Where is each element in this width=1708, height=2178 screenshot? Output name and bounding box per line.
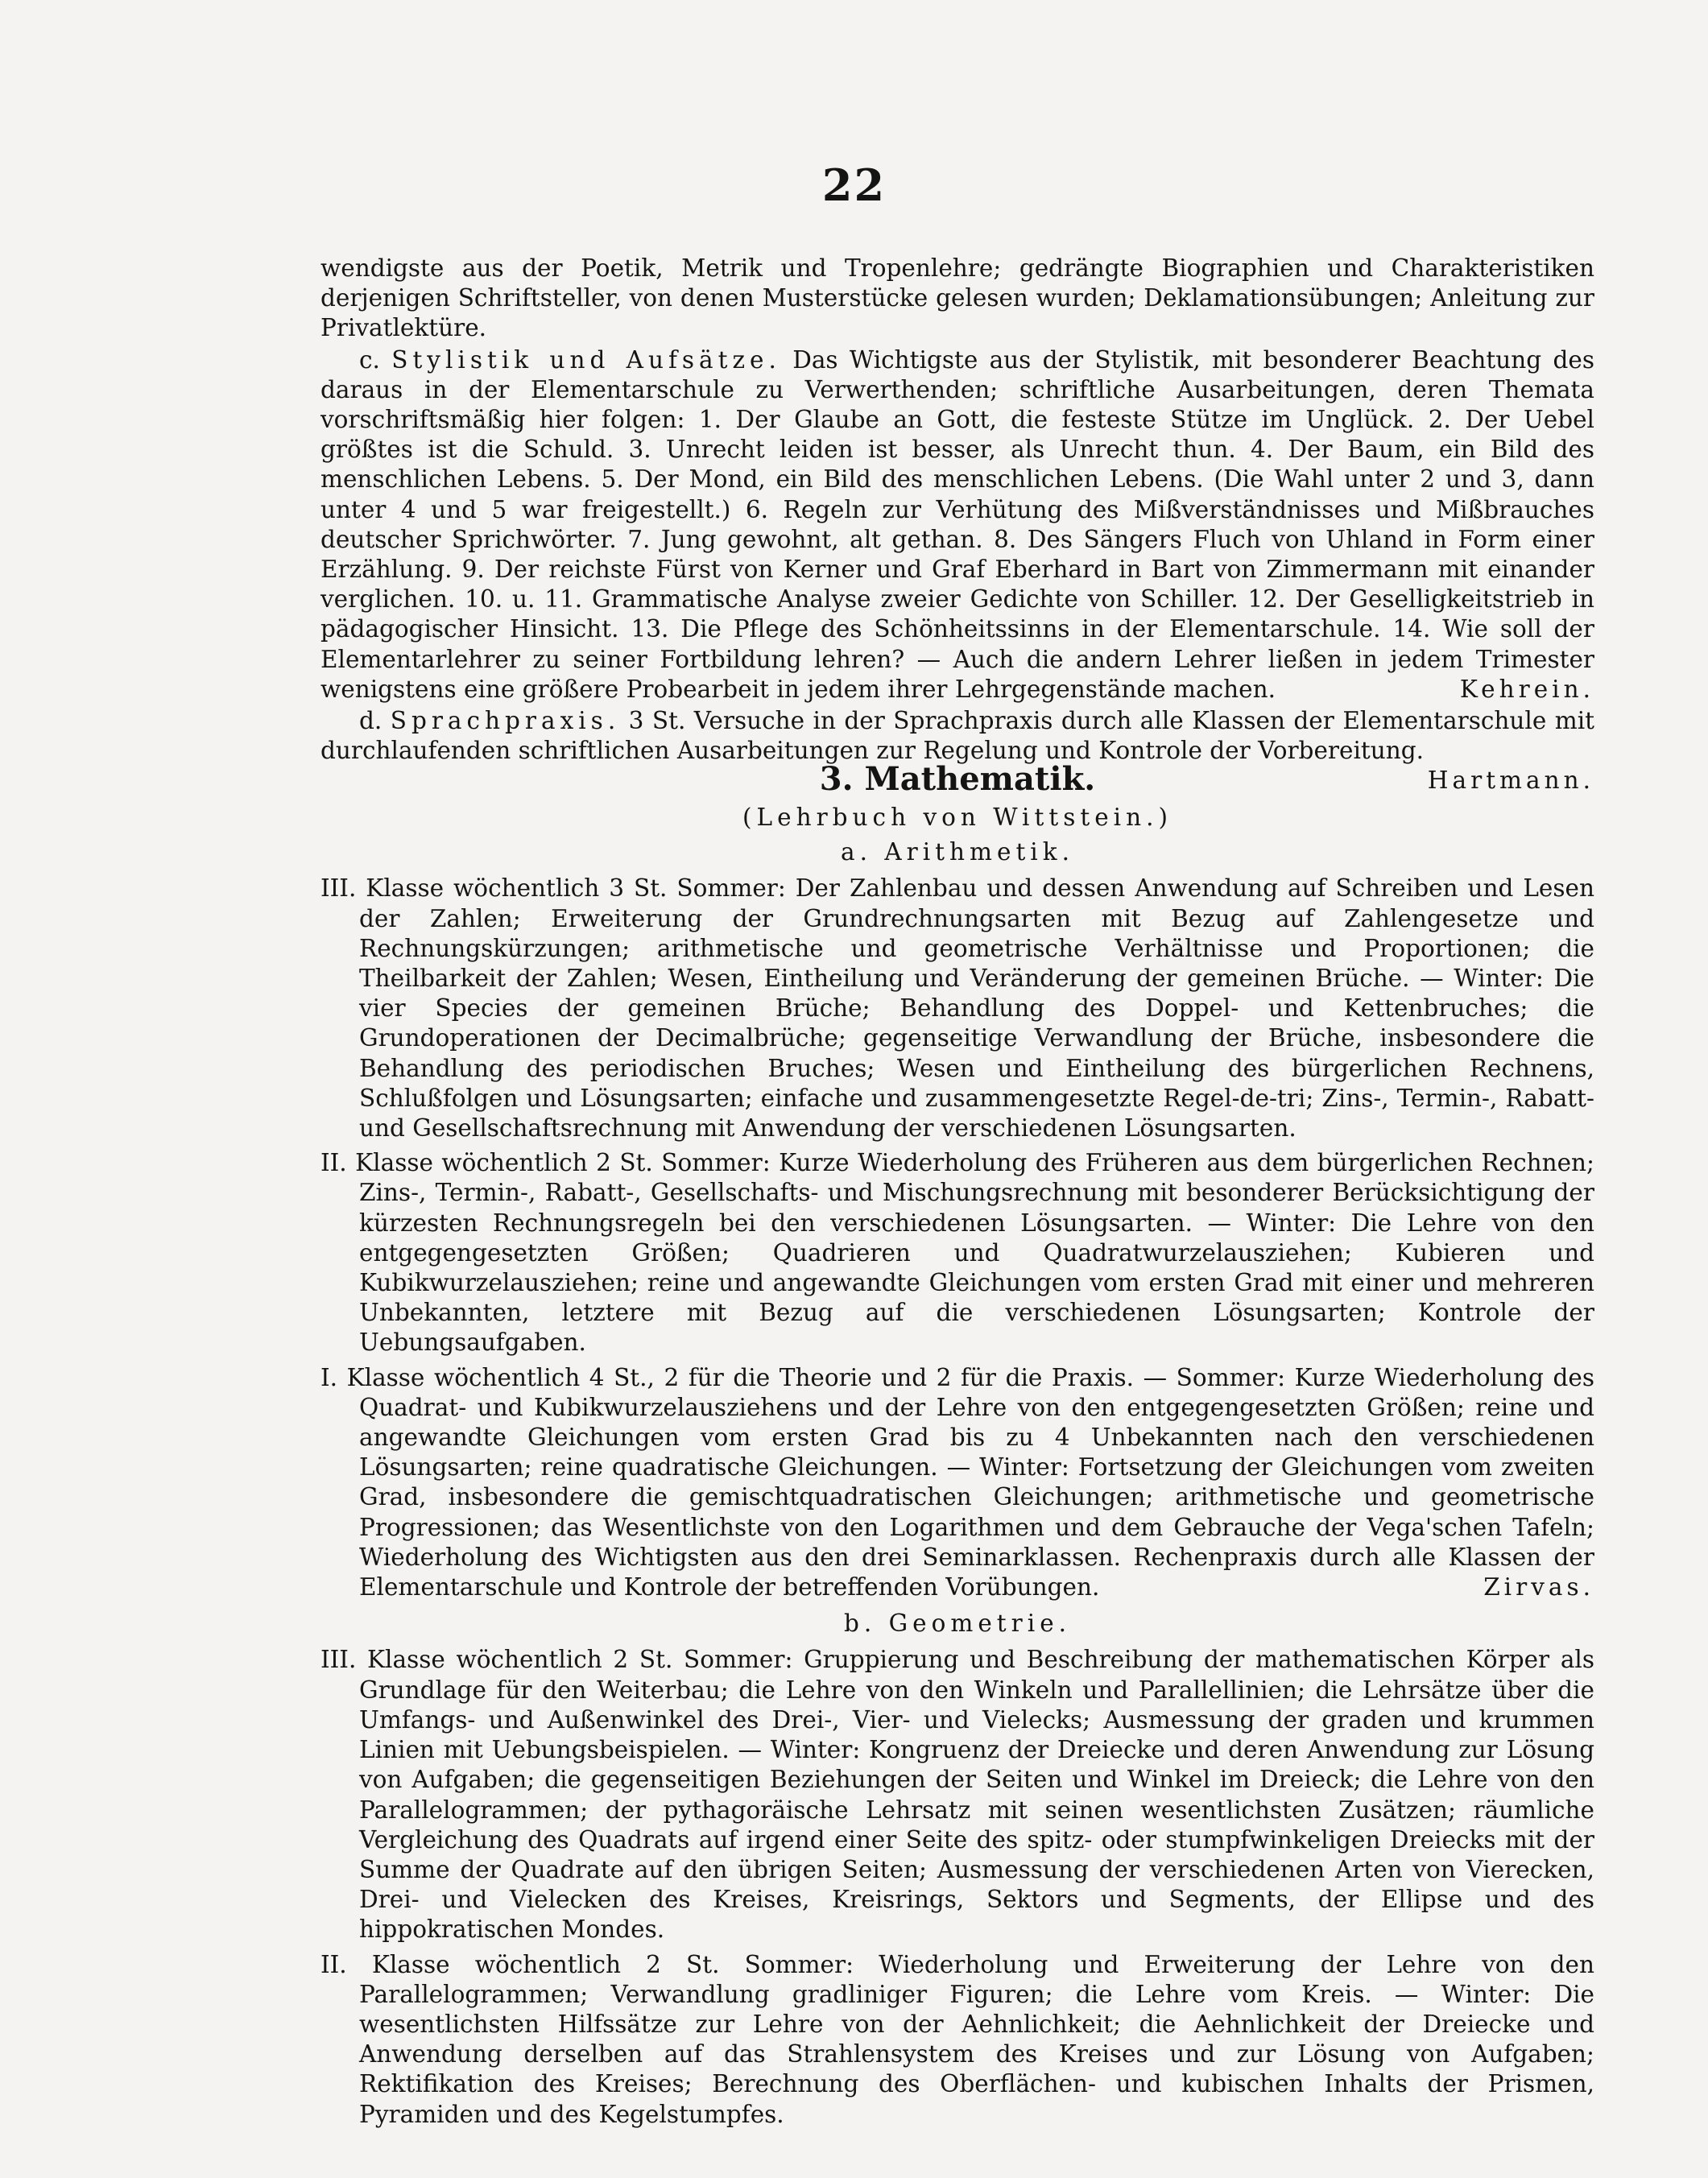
class-label: II. Klasse wöchentlich 2 St. xyxy=(321,1149,653,1177)
class-label: III. Klasse wöchentlich 2 St. xyxy=(321,1646,673,1674)
class-description: Sommer: Gruppierung und Beschreibung der mathematischen Körper als Grundlage für den Weiterbau; die Lehre von den Winkeln und Parallellinien; die Lehrsätze über die Umfangs- und Außenwinkel des Drei-, Vier- und Vielecks; Ausmessung der graden und krummen Linien mit Uebungsbeispielen. — Winter: Kongruenz der Dreiecke und deren Anwendung zur Lösung von Aufgaben; die gegenseitigen Beziehungen der Seiten und Winkel im Dreieck; die Lehre von den Parallelogrammen; der pythagoräische Lehrsatz mit seinen wesentlichsten Zusätzen; räumliche Vergleichung des Quadrats auf irgend einer Seite des spitz- oder stumpfwinkeligen Dreiecks mit der Summe der Quadrate auf den übrigen Seiten; Ausmessung der verschiedenen Arten von Vierecken, Drei- und Vielecken des Kreises, Kreisrings, Sektors und Segments, der Ellipse und des hippokratischen Mondes. xyxy=(359,1646,1594,1944)
mathematics-section xyxy=(321,761,1594,2130)
speech-practice-signature: Hartmann. xyxy=(1427,767,1594,795)
stylistics-label: c. xyxy=(359,345,380,374)
geometry-subheading: b. Geometrie. xyxy=(843,1610,1072,1638)
arithmetic-class-3 xyxy=(321,874,1594,1143)
class-description: Sommer: Der Zahlenbau und dessen Anwendung auf Schreiben und Lesen der Zahlen; Erweiterung der Grundrechnungsarten mit Bezug auf Zahlengesetze und Rechnungskürzungen; arithmetische und geometrische Verhältnisse und Proportionen; die Theilbarkeit der Zahlen; Wesen, Eintheilung und Veränderung der gemeinen Brüche. — Winter: Die vier Species der gemeinen Brüche; Behandlung des Doppel- und Kettenbruches; die Grundoperationen der Decimalbrüche; gegenseitige Verwandlung der Brüche, insbesondere die Behandlung des periodischen Bruches; Wesen und Eintheilung des bürgerlichen Rechnens, Schlußfolgen und Lösungsarten; einfache und zusammengesetzte Regel-de-tri; Zins-, Termin-, Rabatt- und Gesellschaftsrechnung mit Anwendung der verschiedenen Lösungsarten. xyxy=(359,874,1594,1143)
geometry-class-3 xyxy=(321,1645,1594,1944)
mathematics-heading: 3. Mathematik. xyxy=(819,760,1096,798)
class-label: II. Klasse wöchentlich 2 St. xyxy=(321,1950,720,1978)
german-section-continuation xyxy=(321,254,1594,796)
arithmetic-class-2 xyxy=(321,1148,1594,1358)
poetics-continuation: wendigste aus der Poetik, Metrik und Tropenlehre; gedrängte Biographien und Charakteristiken derjenigen Schriftsteller, von denen Musterstücke gelesen wurden; Deklamationsübungen; Anleitung zur Privatlektüre. xyxy=(321,254,1594,342)
stylistics-title: Stylistik und Aufsätze. xyxy=(391,345,781,374)
speech-practice-title: Sprachpraxis. xyxy=(390,707,621,735)
class-description: 2 für die Theorie und 2 für die Praxis. — Sommer: Kurze Wiederholung des Quadrat- und Kubikwurzelausziehens und der Lehre von den entgegengesetzten Größen; reine und angewandte Gleichungen vom ersten Grad bis zu 4 Unbekannten nach den verschiedenen Lösungsarten; reine quadratische Gleichungen. — Winter: Fortsetzung der Gleichungen vom zweiten Grad, insbesondere die gemischtquadratischen Gleichungen; arithmetische und geometrische Progressionen; das Wesentlichste von den Logarithmen und dem Gebrauche der Vega'schen Tafeln; Wiederholung des Wichtigsten aus den drei Seminarklassen. Rechenpraxis durch alle Klassen der Elementarschule und Kontrole der betreffenden Vorübungen. xyxy=(359,1363,1594,1601)
speech-practice-label: d. xyxy=(359,707,383,735)
textbook-note: (Lehrbuch von Wittstein.) xyxy=(742,804,1172,831)
geometry-class-2 xyxy=(321,1950,1594,2130)
stylistics-signature: Kehrein. xyxy=(1459,675,1594,703)
stylistics-text: Das Wichtigste aus der Stylistik, mit besonderer Beachtung des daraus in der Elementarschule zu Verwerthenden; schriftliche Ausarbeitungen, deren Themata vorschriftsmäßig hier folgen: 1. Der Glaube an Gott, die festeste Stütze im Unglück. 2. Der Uebel größtes ist die Schuld. 3. Unrecht leiden ist besser, als Unrecht thun. 4. Der Baum, ein Bild des menschlichen Lebens. 5. Der Mond, ein Bild des menschlichen Lebens. (Die Wahl unter 2 und 3, dann unter 4 und 5 war freigestellt.) 6. Regeln zur Verhütung des Mißverständnisses und Mißbrauches deutscher Sprichwörter. 7. Jung gewohnt, alt gethan. 8. Des Sängers Fluch von Uhland in Form einer Erzählung. 9. Der reichste Fürst von Kerner und Graf Eberhard in Bart von Zimmermann mit einander verglichen. 10. u. 11. Grammatische Analyse zweier Gedichte von Schiller. 12. Der Geselligkeitstrieb in pädagogischer Hinsicht. 13. Die Pflege des Schönheitssinns in der Elementarschule. 14. Wie soll der Elementarlehrer zu seiner Fortbildung lehren? — Auch die andern Lehrer ließen in jedem Trimester wenigstens eine größere Probearbeit in jedem ihrer Lehrgegenstände machen. xyxy=(321,345,1594,703)
arithmetic-subheading: a. Arithmetik. xyxy=(840,838,1074,866)
page-number: 22 xyxy=(821,159,887,211)
arithmetic-class-1 xyxy=(321,1363,1594,1603)
class-label: III. Klasse wöchentlich 3 St. xyxy=(321,874,668,903)
speech-practice-text: 3 St. Versuche in der Sprachpraxis durch alle Klassen der Elementarschule mit durchlaufenden schriftlichen Ausarbeitungen zur Regelung und Kontrole der Vorbereitung. xyxy=(321,707,1594,765)
stylistics-paragraph xyxy=(321,345,1594,705)
class-description: Sommer: Wiederholung und Erweiterung der Lehre von den Parallelogrammen; Verwandlung gradliniger Figuren; die Lehre vom Kreis. — Winter: Die wesentlichsten Hilfssätze zur Lehre von der Aehnlichkeit; die Aehnlichkeit der Dreiecke und Anwendung derselben auf das Strahlensystem des Kreises und zur Lösung von Aufgaben; Rektifikation des Kreises; Berechnung des Oberflächen- und kubischen Inhalts der Prismen, Pyramiden und des Kegelstumpfes. xyxy=(359,1950,1594,2128)
class-description: Sommer: Kurze Wiederholung des Früheren aus dem bürgerlichen Rechnen; Zins-, Termin-, Rabatt-, Gesellschafts- und Mischungsrechnung mit besonderer Berücksichtigung der kürzesten Rechnungsregeln bei den verschiedenen Lösungsarten. — Winter: Die Lehre von den entgegengesetzten Größen; Quadrieren und Quadratwurzelausziehen; Kubieren und Kubikwurzelausziehen; reine und angewandte Gleichungen vom ersten Grad mit einer und mehreren Unbekannten, letztere mit Bezug auf die verschiedenen Lösungsarten; Kontrole der Uebungsaufgaben. xyxy=(359,1149,1594,1357)
arithmetic-signature: Zirvas. xyxy=(1483,1573,1594,1601)
class-label: I. Klasse wöchentlich 4 St., xyxy=(321,1363,655,1391)
